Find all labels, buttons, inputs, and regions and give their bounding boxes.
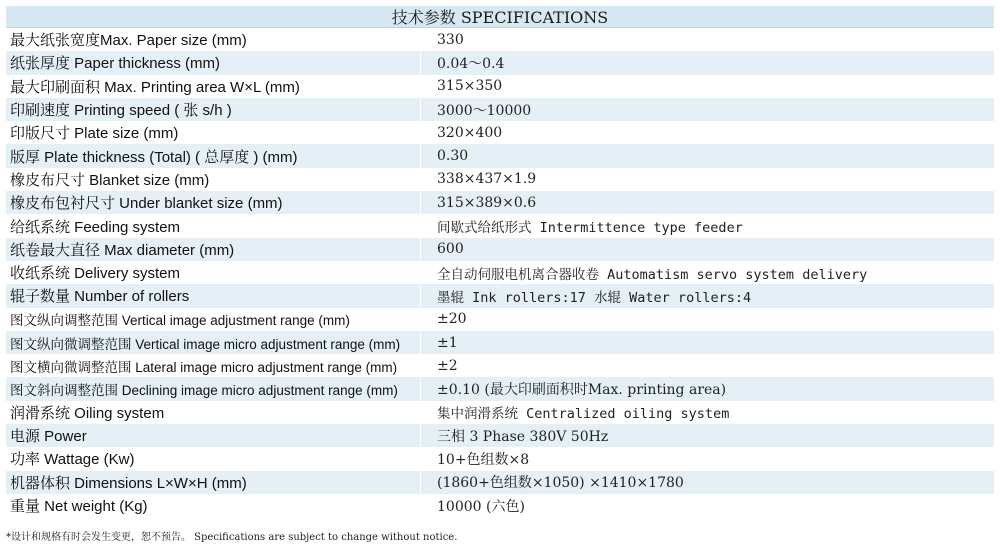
table-row xyxy=(6,377,994,400)
spec-label: 橡皮布包衬尺寸 Under blanket size (mm) xyxy=(10,195,283,213)
spec-value: 三相 3 Phase 380V 50Hz xyxy=(437,428,609,445)
table-row xyxy=(6,354,994,377)
table-row xyxy=(6,28,994,51)
table-row xyxy=(6,261,994,284)
table-row xyxy=(6,424,994,447)
table-row xyxy=(6,191,994,214)
spec-value: 0.04～0.4 xyxy=(437,55,505,72)
spec-value: 330 xyxy=(437,31,464,48)
spec-label: 给纸系统 Feeding system xyxy=(10,218,181,236)
table-row xyxy=(6,494,994,517)
table-row xyxy=(6,238,994,261)
table-row xyxy=(6,471,994,494)
table-row xyxy=(6,144,994,167)
spec-value: 集中润滑系统 Centralized oiling system xyxy=(437,406,730,423)
spec-value: 全自动伺服电机离合器收卷 Automatism servo system delivery xyxy=(437,266,868,283)
table-row xyxy=(6,331,994,354)
spec-label: 润滑系统 Oiling system xyxy=(10,404,165,422)
spec-value: 338×437×1.9 xyxy=(437,171,537,188)
spec-value: 10000 (六色) xyxy=(437,498,525,515)
table-row xyxy=(6,284,994,307)
table-row xyxy=(6,447,994,470)
spec-label: 最大纸张宽度Max. Paper size (mm) xyxy=(10,32,247,50)
table-row xyxy=(6,214,994,237)
spec-label: 图文斜向调整范围 Declining image micro adjustment range (mm) xyxy=(10,383,398,399)
table-row xyxy=(6,98,994,121)
table-row xyxy=(6,401,994,424)
footnote: *设计和规格有时会发生变更，恕不预告。 Specifications are subject to change without notice. xyxy=(6,532,458,543)
spec-value: 600 xyxy=(437,241,464,258)
spec-value: 315×389×0.6 xyxy=(437,194,537,211)
table-body xyxy=(6,28,994,517)
table-row xyxy=(6,51,994,74)
spec-label: 纸卷最大直径 Max diameter (mm) xyxy=(10,241,235,259)
spec-label: 图文横向微调整范围 Lateral image micro adjustment range (mm) xyxy=(10,359,398,375)
spec-value: ±20 xyxy=(437,311,467,328)
spec-label: 最大印刷面积 Max. Printing area W×L (mm) xyxy=(10,78,300,96)
spec-label: 辊子数量 Number of rollers xyxy=(10,288,190,306)
spec-value: 0.30 xyxy=(437,148,469,165)
table-title: 技术参数 SPECIFICATIONS xyxy=(6,6,994,28)
table-row xyxy=(6,308,994,331)
spec-label: 印刷速度 Printing speed ( 张 s/h ) xyxy=(10,102,232,120)
spec-value: 320×400 xyxy=(437,124,503,141)
spec-value: 间歇式给纸形式 Intermittence type feeder xyxy=(437,220,743,237)
spec-label: 机器体积 Dimensions L×W×H (mm) xyxy=(10,474,247,492)
spec-label: 重量 Net weight (Kg) xyxy=(10,498,148,516)
spec-label: 电源 Power xyxy=(10,428,87,446)
spec-label: 收纸系统 Delivery system xyxy=(10,265,181,283)
spec-value: ±0.10 (最大印刷面积时Max. printing area) xyxy=(437,382,727,399)
spec-value: 墨辊 Ink rollers:17 水辊 Water rollers:4 xyxy=(437,289,752,306)
table-row xyxy=(6,75,994,98)
spec-label: 图文纵向微调整范围 Vertical image micro adjustment range (mm) xyxy=(10,336,401,352)
spec-label: 功率 Wattage (Kw) xyxy=(10,451,135,469)
spec-label: 版厚 Plate thickness (Total) ( 总厚度 ) (mm) xyxy=(10,148,298,166)
spec-value: 10+色组数×8 xyxy=(437,451,530,468)
spec-value: ±1 xyxy=(437,334,458,351)
spec-label: 印版尺寸 Plate size (mm) xyxy=(10,125,179,143)
spec-value: ±2 xyxy=(437,357,458,374)
table-row xyxy=(6,121,994,144)
spec-label: 橡皮布尺寸 Blanket size (mm) xyxy=(10,171,210,189)
spec-label: 图文纵向调整范围 Vertical image adjustment range (mm) xyxy=(10,313,350,329)
specifications-table xyxy=(6,6,994,517)
spec-label: 纸张厚度 Paper thickness (mm) xyxy=(10,55,221,73)
spec-value: 315×350 xyxy=(437,78,503,95)
spec-value: (1860+色组数×1050) ×1410×1780 xyxy=(437,475,684,492)
spec-value: 3000～10000 xyxy=(437,102,532,119)
table-row xyxy=(6,168,994,191)
